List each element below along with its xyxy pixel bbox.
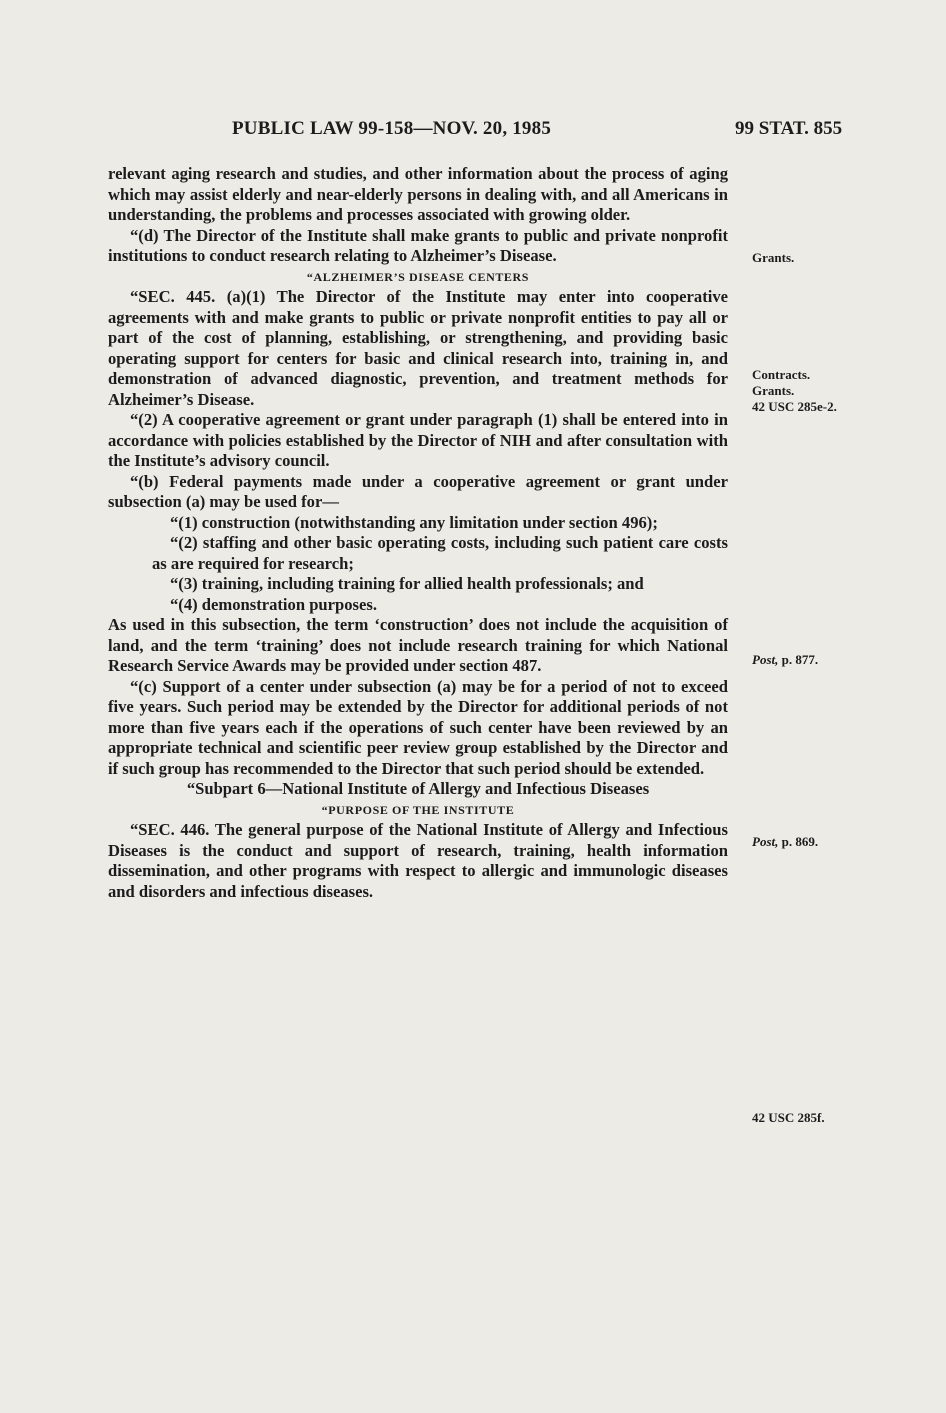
- heading-purpose-of-institute: “PURPOSE OF THE INSTITUTE: [321, 802, 515, 817]
- margin-note-grants-2: Grants.: [752, 383, 795, 398]
- margin-note-usc-285e-2: 42 USC 285e-2.: [752, 399, 837, 414]
- list-item-construction: “(1) construction (notwithstanding any limitation under section 496);: [170, 512, 658, 532]
- paragraph-sec-445-a1: “SEC. 445. (a)(1) The Director of the Institute may enter into cooperative agreements with and make grants to public or private nonprofit entities to pay all or part of the cost of planning, establishing, or strengthening, and providing basic operating support for centers for basic and clinical research into, training in, and demonstration of advanced diagnostic, prevention, and treatment methods for Alzheimer’s Disease.: [108, 287, 728, 409]
- heading-alzheimers-centers: “ALZHEIMER’S DISEASE CENTERS: [306, 269, 530, 284]
- paragraph-sec-445-b: “(b) Federal payments made under a cooperative agreement or grant under subsection (a) may be used for—: [108, 471, 728, 511]
- paragraph-aging-research: relevant aging research and studies, and other information about the process of aging which may assist elderly and near-elderly persons in dealing with, and all Americans in understanding, the problems and processes associated with growing older.: [108, 164, 728, 224]
- margin-note-contracts: Contracts.: [752, 367, 811, 382]
- margin-note-post-label: Post,: [752, 834, 779, 849]
- running-header-stat-page: 99 STAT. 855: [735, 118, 843, 139]
- paragraph-sec-445-c: “(c) Support of a center under subsection (a) may be for a period of not to exceed five years. Such period may be extended by the Director for additional periods of not more than five years each if the operations of such center have been reviewed by an appropriate technical and scientific peer review group established by the Director and if such group has recommended to the Director that such period should be extended.: [108, 676, 728, 778]
- running-header-title: PUBLIC LAW 99-158—NOV. 20, 1985: [232, 118, 552, 139]
- margin-note-post-label: Post,: [752, 652, 779, 667]
- paragraph-definitions: As used in this subsection, the term ‘construction’ does not include the acquisition of land, and the term ‘training’ does not include research training for which National Research Service Awards may be provided under section 487.: [108, 615, 728, 675]
- subpart-heading: “Subpart 6—National Institute of Allergy and Infectious Diseases: [186, 779, 650, 798]
- margin-note-post-page: p. 869.: [781, 834, 819, 849]
- margin-note-usc-285f: 42 USC 285f.: [752, 1110, 825, 1125]
- list-item-demonstration: “(4) demonstration purposes.: [170, 594, 377, 614]
- list-item-staffing: “(2) staffing and other basic operating costs, including such patient care costs as are required for research;: [152, 533, 728, 573]
- paragraph-sec-445-a2: “(2) A cooperative agreement or grant under paragraph (1) shall be entered into in accordance with policies established by the Director of NIH and after consultation with the Institute’s advisory council.: [108, 410, 728, 470]
- body-text: [108, 164, 728, 902]
- margin-note-post-877: [752, 652, 818, 668]
- margin-note-grants: Grants.: [752, 250, 795, 265]
- paragraph-subsection-d: “(d) The Director of the Institute shall make grants to public and private nonprofit institutions to conduct research relating to Alzheimer’s Disease.: [108, 225, 728, 265]
- list-item-training: “(3) training, including training for allied health professionals; and: [170, 574, 644, 593]
- paragraph-sec-446: “SEC. 446. The general purpose of the National Institute of Allergy and Infectious Diseases is the conduct and support of research, training, health information dissemination, and other programs with respect to allergic and immunologic diseases and disorders and infectious diseases.: [108, 820, 728, 901]
- margin-note-post-869: [752, 834, 818, 850]
- margin-note-post-page: p. 877.: [781, 652, 819, 667]
